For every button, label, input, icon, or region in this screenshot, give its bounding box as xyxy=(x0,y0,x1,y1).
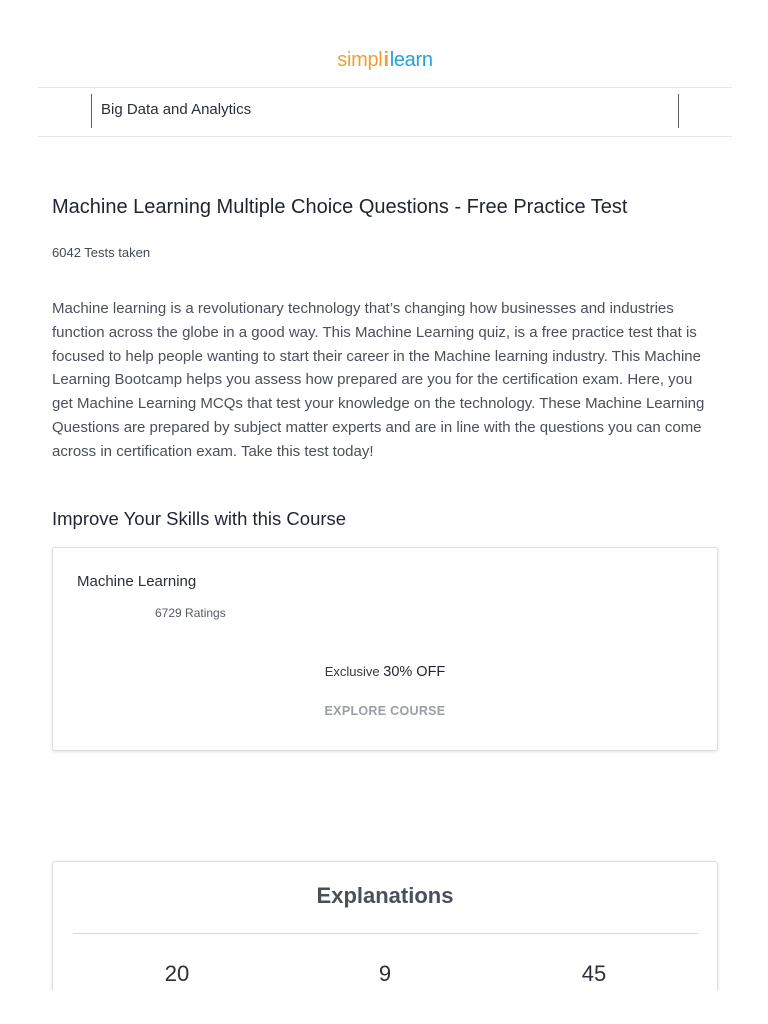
explanations-title: Explanations xyxy=(316,883,454,908)
intro-paragraph: Machine learning is a revolutionary technology that’s changing how businesses and industries function across the globe in a good way. This Machine Learning quiz, is a free practice test that is focused to help people wanting to start their career in the Machine learning industry. This Machine Learning Bootcamp helps you assess how prepared are you for the certification exam. Here, you get Machine Learning MCQs that test your knowledge on the technology. These Machine Learning Questions are prepared by subject matter experts and are in line with the questions you can come across in certification exam. Take this test today! xyxy=(52,300,705,460)
course-card xyxy=(52,547,718,751)
page-bottom-edge xyxy=(0,990,768,1024)
simplilearn-logo[interactable] xyxy=(337,49,432,72)
breadcrumb-left-divider xyxy=(91,94,92,128)
logo-part-learn: learn xyxy=(389,49,433,71)
breadcrumb-right-divider xyxy=(678,94,679,128)
rating-stars-icon xyxy=(77,607,155,619)
offer-text xyxy=(53,664,717,680)
offer-discount: 30% OFF xyxy=(383,664,446,680)
offer-prefix: Exclusive xyxy=(324,664,380,679)
course-section-title: Improve Your Skills with this Course xyxy=(52,508,347,529)
stat-value-3: 45 xyxy=(581,961,607,986)
explore-course-button[interactable]: EXPLORE COURSE xyxy=(324,704,446,718)
logo-part-simpl: simpl xyxy=(337,49,383,71)
stat-value-1: 20 xyxy=(164,961,190,986)
explanations-divider xyxy=(73,933,698,934)
site-header xyxy=(38,0,732,88)
stat-value-2: 9 xyxy=(378,961,392,986)
ratings-row xyxy=(77,606,226,620)
ratings-count: 6729 Ratings xyxy=(155,606,226,620)
course-name[interactable]: Machine Learning xyxy=(77,573,197,590)
logo-separator: i xyxy=(383,49,389,71)
tests-taken-count: 6042 Tests taken xyxy=(52,245,151,260)
breadcrumb xyxy=(38,88,732,137)
page-title: Machine Learning Multiple Choice Questions - Free Practice Test xyxy=(52,196,628,218)
breadcrumb-category-link[interactable]: Big Data and Analytics xyxy=(101,101,252,118)
